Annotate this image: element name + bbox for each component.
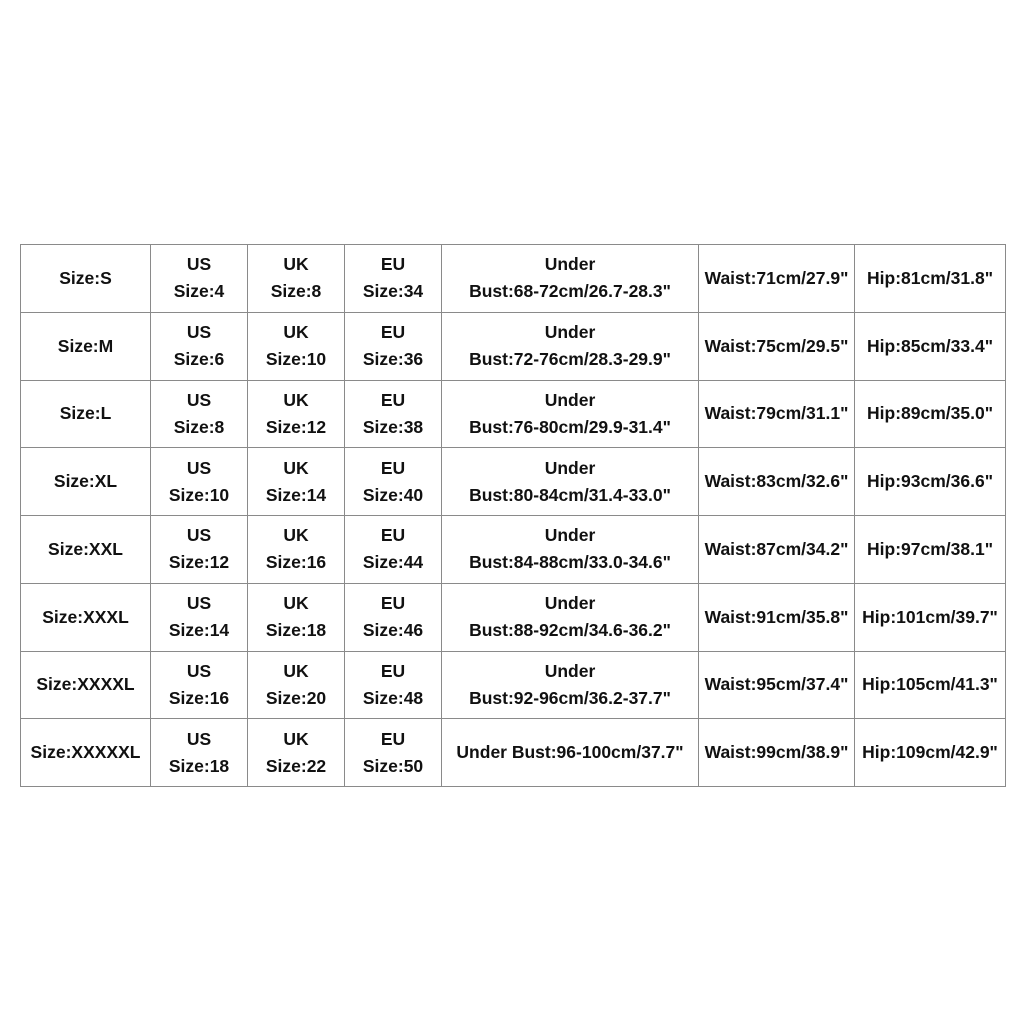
eu-size-cell-line: EU: [380, 660, 406, 681]
size-chart-table: [20, 244, 1006, 787]
size-cell: Size:XXXXL: [21, 651, 151, 719]
eu-size-cell-line: EU: [380, 457, 406, 478]
size-cell: Size:XXL: [21, 516, 151, 584]
size-cell: Size:S: [21, 245, 151, 313]
uk-size-cell-line: UK: [283, 660, 309, 681]
us-size-cell-line: Size:14: [168, 620, 230, 641]
eu-size-cell-line: Size:50: [362, 755, 424, 776]
us-size-cell-line: US: [186, 457, 212, 478]
us-size-cell-line: US: [186, 254, 212, 275]
under-bust-cell: [442, 245, 699, 313]
uk-size-cell-line: UK: [283, 457, 309, 478]
under-bust-cell-line: Under: [544, 322, 596, 343]
us-size-cell: [151, 312, 248, 380]
eu-size-cell: [345, 651, 442, 719]
hip-cell: Hip:89cm/35.0": [855, 380, 1006, 448]
under-bust-cell-line: Bust:92-96cm/36.2-37.7": [469, 687, 671, 708]
under-bust-cell-line: Bust:76-80cm/29.9-31.4": [469, 416, 671, 437]
eu-size-cell-line: Size:36: [362, 349, 424, 370]
uk-size-cell-line: UK: [283, 322, 309, 343]
us-size-cell-line: Size:16: [168, 687, 230, 708]
under-bust-cell-line: Under: [544, 525, 596, 546]
us-size-cell: [151, 516, 248, 584]
under-bust-cell-line: Under: [544, 593, 596, 614]
eu-size-cell: [345, 448, 442, 516]
uk-size-cell-line: Size:12: [265, 416, 327, 437]
us-size-cell: [151, 583, 248, 651]
hip-cell: Hip:93cm/36.6": [855, 448, 1006, 516]
uk-size-cell-line: Size:10: [265, 349, 327, 370]
eu-size-cell-line: EU: [380, 389, 406, 410]
table-row: [21, 516, 1006, 584]
size-cell: Size:M: [21, 312, 151, 380]
under-bust-cell: [442, 583, 699, 651]
table-row: [21, 245, 1006, 313]
us-size-cell-line: Size:10: [168, 484, 230, 505]
uk-size-cell-line: UK: [283, 525, 309, 546]
uk-size-cell-line: Size:14: [265, 484, 327, 505]
size-cell: Size:XXXL: [21, 583, 151, 651]
us-size-cell-line: US: [186, 322, 212, 343]
us-size-cell-line: US: [186, 660, 212, 681]
uk-size-cell: [248, 312, 345, 380]
eu-size-cell: [345, 516, 442, 584]
under-bust-cell-line: Bust:68-72cm/26.7-28.3": [469, 281, 671, 302]
table-row: [21, 380, 1006, 448]
under-bust-cell: [442, 651, 699, 719]
hip-cell: Hip:81cm/31.8": [855, 245, 1006, 313]
us-size-cell-line: US: [186, 593, 212, 614]
uk-size-cell-line: Size:18: [265, 620, 327, 641]
us-size-cell: [151, 245, 248, 313]
uk-size-cell-line: Size:20: [265, 687, 327, 708]
uk-size-cell-line: UK: [283, 254, 309, 275]
uk-size-cell: [248, 448, 345, 516]
uk-size-cell-line: Size:8: [270, 281, 322, 302]
eu-size-cell-line: EU: [380, 254, 406, 275]
waist-cell: Waist:83cm/32.6": [699, 448, 855, 516]
under-bust-cell: [442, 516, 699, 584]
uk-size-cell: [248, 245, 345, 313]
eu-size-cell-line: Size:34: [362, 281, 424, 302]
uk-size-cell: [248, 516, 345, 584]
eu-size-cell-line: Size:44: [362, 552, 424, 573]
waist-cell: Waist:99cm/38.9": [699, 719, 855, 787]
table-row: [21, 651, 1006, 719]
under-bust-cell-line: Under: [544, 254, 596, 275]
waist-cell: Waist:87cm/34.2": [699, 516, 855, 584]
uk-size-cell-line: Size:22: [265, 755, 327, 776]
us-size-cell: [151, 448, 248, 516]
size-cell: Size:L: [21, 380, 151, 448]
us-size-cell-line: Size:6: [173, 349, 225, 370]
table-row: [21, 312, 1006, 380]
us-size-cell-line: US: [186, 389, 212, 410]
waist-cell: Waist:95cm/37.4": [699, 651, 855, 719]
waist-cell: Waist:91cm/35.8": [699, 583, 855, 651]
under-bust-cell-line: Under: [544, 660, 596, 681]
under-bust-cell-line: Bust:72-76cm/28.3-29.9": [469, 349, 671, 370]
us-size-cell: [151, 380, 248, 448]
table-row: [21, 448, 1006, 516]
under-bust-cell-line: Under Bust:96-100cm/37.7": [456, 742, 684, 763]
eu-size-cell-line: EU: [380, 525, 406, 546]
eu-size-cell-line: EU: [380, 593, 406, 614]
under-bust-cell: [442, 380, 699, 448]
hip-cell: Hip:97cm/38.1": [855, 516, 1006, 584]
us-size-cell-line: Size:8: [173, 416, 225, 437]
waist-cell: Waist:75cm/29.5": [699, 312, 855, 380]
size-cell: Size:XL: [21, 448, 151, 516]
under-bust-cell-line: Bust:88-92cm/34.6-36.2": [469, 620, 671, 641]
under-bust-cell: [442, 719, 699, 787]
size-chart-rows: [21, 245, 1006, 787]
us-size-cell-line: Size:12: [168, 552, 230, 573]
us-size-cell-line: US: [186, 728, 212, 749]
eu-size-cell-line: Size:38: [362, 416, 424, 437]
eu-size-cell-line: EU: [380, 322, 406, 343]
waist-cell: Waist:71cm/27.9": [699, 245, 855, 313]
eu-size-cell-line: Size:46: [362, 620, 424, 641]
uk-size-cell: [248, 719, 345, 787]
uk-size-cell-line: Size:16: [265, 552, 327, 573]
eu-size-cell: [345, 245, 442, 313]
us-size-cell-line: Size:4: [173, 281, 225, 302]
size-cell: Size:XXXXXL: [21, 719, 151, 787]
hip-cell: Hip:109cm/42.9": [855, 719, 1006, 787]
us-size-cell-line: US: [186, 525, 212, 546]
under-bust-cell-line: Bust:84-88cm/33.0-34.6": [469, 552, 671, 573]
eu-size-cell-line: Size:48: [362, 687, 424, 708]
uk-size-cell: [248, 651, 345, 719]
hip-cell: Hip:105cm/41.3": [855, 651, 1006, 719]
under-bust-cell-line: Under: [544, 457, 596, 478]
uk-size-cell-line: UK: [283, 389, 309, 410]
under-bust-cell: [442, 448, 699, 516]
uk-size-cell: [248, 583, 345, 651]
uk-size-cell-line: UK: [283, 593, 309, 614]
eu-size-cell: [345, 583, 442, 651]
hip-cell: Hip:101cm/39.7": [855, 583, 1006, 651]
hip-cell: Hip:85cm/33.4": [855, 312, 1006, 380]
eu-size-cell-line: Size:40: [362, 484, 424, 505]
uk-size-cell: [248, 380, 345, 448]
table-row: [21, 583, 1006, 651]
eu-size-cell: [345, 312, 442, 380]
uk-size-cell-line: UK: [283, 728, 309, 749]
eu-size-cell-line: EU: [380, 728, 406, 749]
waist-cell: Waist:79cm/31.1": [699, 380, 855, 448]
eu-size-cell: [345, 719, 442, 787]
under-bust-cell-line: Bust:80-84cm/31.4-33.0": [469, 484, 671, 505]
eu-size-cell: [345, 380, 442, 448]
under-bust-cell-line: Under: [544, 389, 596, 410]
us-size-cell: [151, 651, 248, 719]
under-bust-cell: [442, 312, 699, 380]
table-row: [21, 719, 1006, 787]
us-size-cell: [151, 719, 248, 787]
us-size-cell-line: Size:18: [168, 755, 230, 776]
